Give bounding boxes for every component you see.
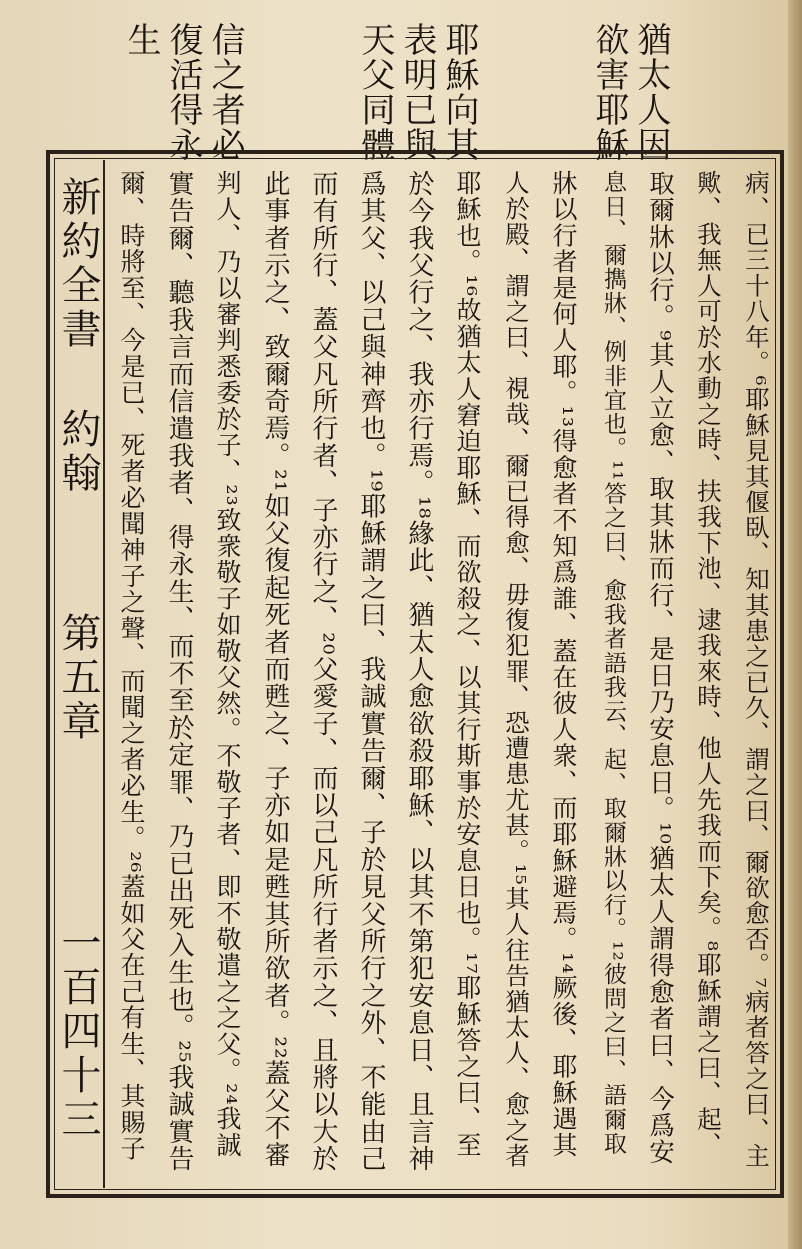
header-divider [103, 160, 105, 1188]
text-column: 耶穌也。¹⁶故猶太人窘迫耶穌、而欲殺之、以其行斯事於安息日也。¹⁷耶穌答之曰、至 [453, 170, 482, 1159]
text-column: 而有所行、蓋父凡所行者、子亦行之、²⁰父愛子、而以己凡所行者示之、且將以大於 [308, 170, 338, 1173]
text-column: 於今我父行之、我亦行焉。¹⁸緣此、猶太人愈欲殺耶穌、以其不第犯安息日、且言神 [404, 170, 434, 1173]
text-column: 爾、時將至、今是已、死者必聞神子之聲、而聞之者必生。²⁶蓋如父在己有生、其賜子 [117, 170, 146, 1162]
book-name: 約翰 [55, 408, 101, 496]
page-number: 一百四十三 [55, 922, 101, 1142]
book-title: 新約全書 [55, 176, 101, 352]
text-column: 取爾牀以行。⁹其人立愈、取其牀而行、是日乃安息日。¹⁰猶太人謂得愈者曰、今爲安 [645, 170, 675, 1166]
text-column: 爲其父、以己與神齊也。¹⁹耶穌謂之曰、我誠實告爾、子於見父所行之外、不能由己 [356, 170, 386, 1173]
text-column: 實告爾、聽我言而信遣我者、得永生、而不至於定罪、乃已出死入生也。²⁵我誠實告 [164, 170, 194, 1173]
margin-note: 耶穌向其 [439, 22, 479, 162]
margin-note: 生 [121, 22, 161, 57]
margin-note: 復活得永 [163, 22, 203, 162]
text-column: 病、已三十八年。⁶耶穌見其偃臥、知其患之已久、謂之曰、爾欲愈否。⁷病者答之曰、主 [742, 170, 771, 1169]
margin-note: 表明已與 [397, 22, 437, 162]
text-column: 人於殿、謂之曰、視哉、爾已得愈、毋復犯罪、恐遭患尤甚。¹⁵其人往告猶太人、愈之者 [502, 170, 531, 1169]
margin-note: 猶太人因 [631, 22, 671, 162]
margin-note: 欲害耶穌 [589, 22, 629, 162]
text-column: 牀以行者是何人耶。¹³得愈者不知爲誰、蓋在彼人衆、而耶穌避焉。¹⁴厥後、耶穌遇其 [549, 170, 578, 1159]
text-column: 此事者示之、致爾奇焉。²¹如父復起死者而甦之、子亦如是甦其所欲者。²²蓋父不審 [260, 170, 290, 1169]
page-edge [788, 0, 802, 1249]
margin-note: 天父同體 [355, 22, 395, 162]
margin-note: 信之者必 [205, 22, 245, 162]
text-column: 息日、爾擕牀、例非宜也。¹¹答之曰、愈我者語我云、起、取爾牀以行。¹²彼問之曰、語爾取 [600, 170, 626, 1156]
chapter-heading: 第五章 [55, 612, 101, 744]
text-column: 歟、我無人可於水動之時、扶我下池、逮我來時、他人先我而下矣。⁸耶穌謂之曰、起、 [694, 170, 723, 1158]
text-column: 判人、乃以審判悉委於子、²³致衆敬子如敬父然。不敬子者、即不敬遣之之父。²⁴我誠 [213, 170, 242, 1159]
